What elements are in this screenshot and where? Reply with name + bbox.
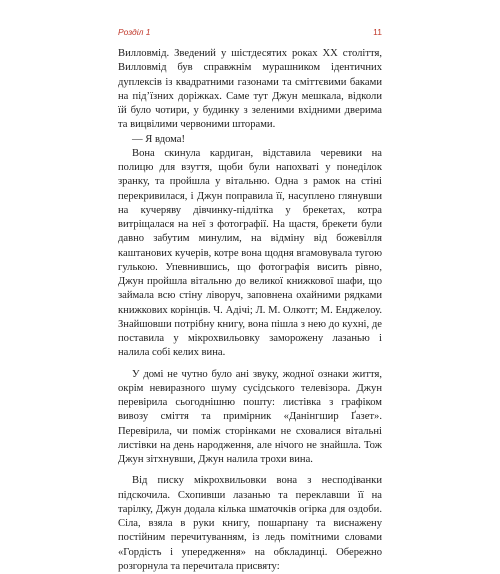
- paragraph-2: — Я вдома!: [132, 133, 186, 145]
- paragraph-1: Вилловмід. Зведений у шістдесятих роках XX століття, Вилловмід був справжнім мурашником ідентичних дуплексів із квадратними газонами та сміттєвими баками на під’їзних доріжках. Саме тут Джун мешкала, відколи їй було чотири, у будинку з зеленими вхідними дверима та вицвілими червоними шторами.: [118, 48, 382, 131]
- paragraph-3: Вона скинула кардиган, відставила черевики на полицю для взуття, щоби були напохваті у понеділок зранку, та пройшла у вітальню. Одна з рамок на стіні перекривилася, і Джун поправила її, насуплено глянувши на кучеряву дівчинку-підлітка у брекетах, котра витріщалася на неї з фотографії. На щастя, брекети були давно забутим минулим, на відміну від божевілля каштанових кучерів, котре вона щодня вгамовувала тугою гулькою. Упевнившись, що фотографія висить рівно, Джун пройшла вітальню до великої книжкової шафи, що займала всю стіну ліворуч, заповнена охайними рядками книжкових корінців. Ч. Адічі; Л. М. Олкотт; М. Енджелоу. Знайшовши потрібну книгу, вона пішла з нею до кухні, де поставила у мікрохвильовку заморожену лазанью і налила собі келих вина.: [118, 147, 382, 359]
- chapter-title: Розділ 1: [118, 27, 151, 37]
- paragraph-4: У домі не чутно було ані звуку, жодної ознаки життя, окрім невиразного шуму сусідського телевізора. Джун перевірила сьогоднішню пошту: листівка з графіком вивозу сміття та примірник «Данінгшир Ґазет». Перевірила, чи поміж сторінками не сховалися вітальні листівки на день народження, але нічого не знайшла. Тож Джун зітхнувши, Джун налила трохи вина.: [118, 368, 382, 465]
- running-head: [118, 25, 382, 39]
- paragraph-5: Від писку мікрохвильовки вона з несподіванки підскочила. Схопивши лазанью та переклавши її на тарілку, Джун додала кілька шматочків огірка для оздоби. Сіла, взяла в руки книгу, пошарпану та виснажену постійним перечитуванням, із ледь помітними словами «Гордість і упередження» на обкладинці. Обережно розгорнула та перечитала присвяту:: [118, 475, 382, 572]
- page-number: 11: [373, 27, 382, 37]
- body-text: [118, 47, 382, 574]
